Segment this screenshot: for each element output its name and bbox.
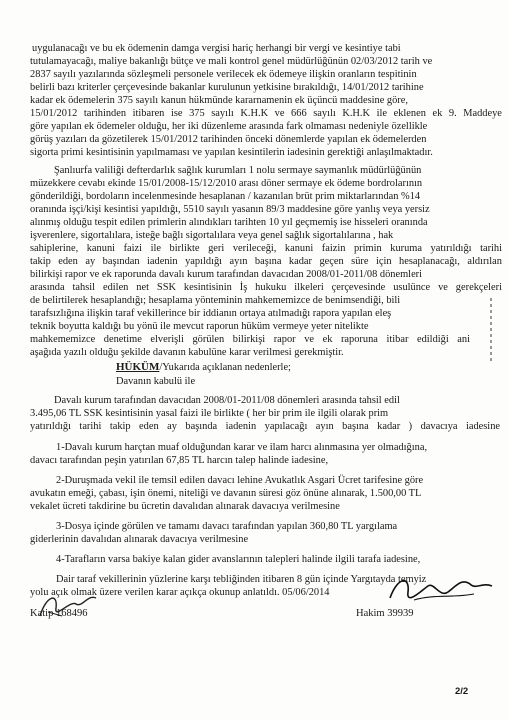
text-line: sahiplerine, kanuni faizi ile birlikte geri verileceği, kanuni faizin primin kuruma yatırıldığı tarihi	[30, 243, 502, 254]
text-line: Şanlıurfa valiliği defterdarlık sağlık kurumları 1 nolu sermaye saymanlık müdürlüğünün	[54, 165, 422, 176]
text-line: kadar ek ödemelerin 375 sayılı kanun hükmünde kararnamenin ek üçüncü maddesine göre,	[30, 95, 408, 106]
text-line: teknik boyutta kaldığı bu yönü ile mevcut raporun hüküm vermeye yeter nitelikte	[30, 321, 369, 332]
hukum-heading-line	[116, 361, 476, 374]
text-line: işverenlere, sigortalılara, isteğe bağlı sigortalılara veya genel sağlık sigortalılarına , hak	[30, 230, 394, 241]
text-line: de belirtilerek hesaplandığı; hesaplama yönteminin mahkememizce de benimsendiği, bili	[30, 295, 401, 306]
clerk-signature-scribble	[36, 586, 106, 626]
text-line: 3-Dosya içinde görülen ve tamamı davacı tarafından yapılan 360,80 TL yargılama	[56, 521, 398, 532]
text-line: Dair taraf vekillerinin yüzlerine karşı tebliğinden itibaren 8 gün içinde Yargıtayda temyiz	[56, 574, 427, 585]
text-line: 15/01/2012 tarihinden itibaren ise 375 sayılı K.H.K ve 666 sayılı K.H.K ile eklenen ek 9. Maddeye	[30, 108, 502, 119]
text-line: sigorta primi kesintisinin yapılmaması ve yapılan kesintilerin iadesinin gerektiği anlaşılmaktadır.	[30, 147, 433, 158]
text-line: 1-Davalı kurum harçtan muaf olduğundan karar ve ilam harcı alınmasına yer olmadığına,	[56, 442, 428, 453]
text-line: oranında işçi/kişi kesintisi yapıldığı, 5510 sayılı yasanın 89/3 maddesine göre yanlış veya yersiz	[30, 204, 430, 215]
judge-signature-scribble	[384, 568, 500, 612]
text-line: avukatın emeği, çabası, işin önemi, niteliği ve davanın süresi göz önüne alınarak, 1.500,00 TL	[30, 488, 422, 499]
text-line: vekalet ücreti takdirine bu ücretin davalıdan alınarak davacıya verilmesine	[30, 501, 340, 512]
margin-stamp-mark	[482, 296, 500, 366]
hukum-intro: /Yukarıda açıklanan nedenlerle;	[159, 362, 291, 373]
text-line: arasında tahsil edilen net SSK kesintisinin İş hukuku ilkeleri çerçevesinde usulünce ve gerekçeleri	[30, 282, 502, 293]
text-line: takip eden ay başından iadenin yapıldığı ayın başına kadar geçen süre için hesaplanacağı, aldırılan	[30, 256, 502, 267]
text-line: bilirkişi rapor ve ek raporunda davalı kurum tarafından davacıdan 2008/01-2011/08 dönemleri	[30, 269, 423, 280]
text-line: görüş yazıları da gözetilerek 15/01/2012 tarihinden önceki dönemlerde yapılan ek ödemelerden	[30, 134, 427, 145]
text-line: uygulanacağı ve bu ek ödemenin damga vergisi hariç herhangi bir vergi ve kesintiye tabi	[32, 43, 401, 54]
text-line: yolu açık olmak üzere verilen karar açıkça okunup anlatıldı. 05/06/2014	[30, 587, 330, 598]
text-line: 2837 sayılı yazılarında sözleşmeli personele verilecek ek ödemeye ilişkin oranların tespitinin	[30, 69, 417, 80]
hukum-heading: HÜKÜM	[116, 361, 160, 373]
acceptance-line: Davanın kabulü ile	[116, 376, 196, 387]
page-number: 2/2	[455, 686, 469, 697]
judge-signature-label: Hakim 39939	[356, 608, 414, 619]
text-line: 2-Duruşmada vekil ile temsil edilen davacı lehine Avukatlık Asgari Ücret tarifesine göre	[56, 475, 424, 486]
text-line: tarafsızlığına ilişkin taraf vekillerince bir iddianın ortaya atılmadığı rapora yapılan eleş	[30, 308, 392, 319]
text-line: mahkememizce denetime elverişli görülen bilirkişi rapor ve ek raporuna itibar edildiği ani	[30, 334, 470, 345]
text-line: Davalı kurum tarafından davacıdan 2008/01-2011/08 dönemleri arasında tahsil edil	[54, 395, 400, 406]
text-line: yatırıldığı tarihi takip eden ay başında iadenin yapılacağı ayın başına kadar ) davacıya iadesine	[30, 421, 500, 432]
text-line: 3.495,06 TL SSK kesintisinin yasal faizi ile birlikte ( her bir prim ile ilgili olarak prim	[30, 408, 389, 419]
text-line: tutulamayacağı, maliye bakanlığı bütçe ve mali kontrol genel müdürlüğünün 02/03/2012 tarih ve	[30, 56, 433, 67]
text-line: giderlerinin davalıdan alınarak davacıya verilmesine	[30, 534, 249, 545]
text-line: belirli bazı kriterler çerçevesinde bakanlar kurulunun yetkisine bırakıldığı, 14/01/2012 tarihine	[30, 82, 424, 93]
text-line: gönderildiği, bordoların incelenmesinde hesaplanan / kazanılan brüt prim miktarlarından %14	[30, 191, 421, 202]
text-line: aşağıda yazılı olduğu şekilde davanın kabulüne karar verilmesi gerekmiştir.	[30, 347, 344, 358]
text-line: 4-Tarafların varsa bakiye kalan gider avanslarının talepleri halinde ilgili tarafa iadesine,	[56, 554, 421, 565]
text-line: müzekkere cevabı ekinde 15/01/2008-15/12/2010 arası döner sermaye ek ödeme bordrolarının	[30, 178, 423, 189]
clerk-signature-label: Katip 168496	[30, 608, 88, 619]
text-line: göre yapılan ek ödemeler olduğu, her iki düzenleme arasında fark olmaması nedeniyle özellikle	[30, 121, 428, 132]
text-line: davacı tarafından peşin yatırılan 67,85 TL harcın talep halinde iadesine,	[30, 455, 329, 466]
text-line: alınmış olduğu tespit edilen primlerin alındıkları tarihten 10 yıl geçmemiş ise hisseleri oranında	[30, 217, 428, 228]
